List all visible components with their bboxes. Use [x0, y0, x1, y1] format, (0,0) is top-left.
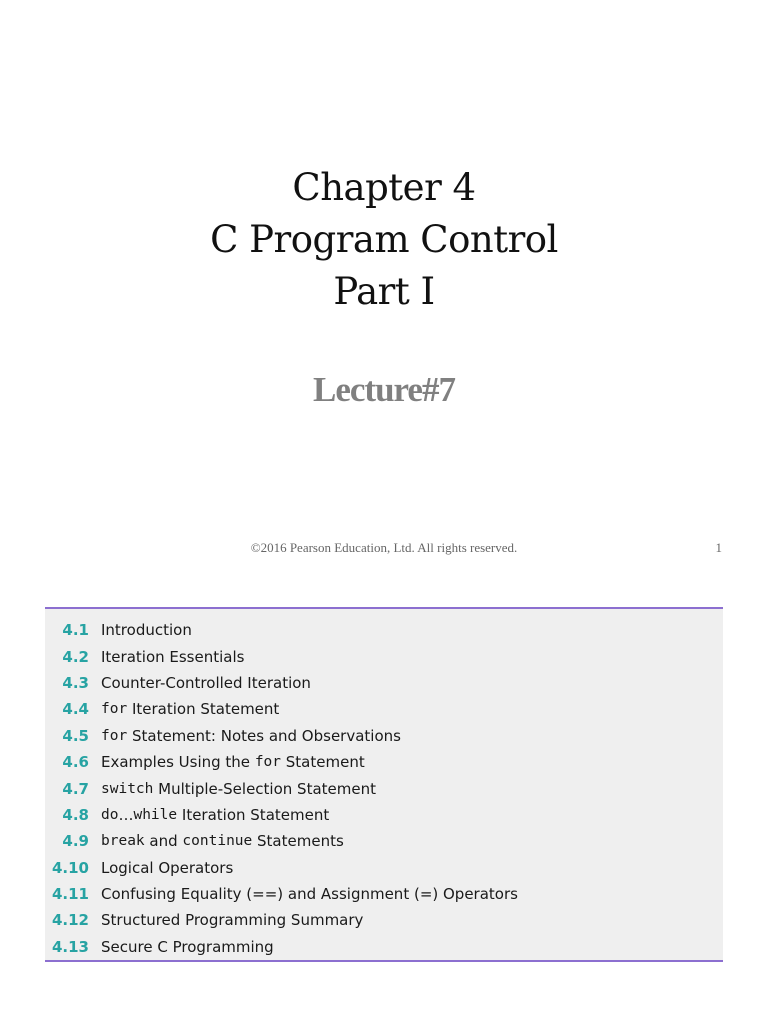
toc-item — [45, 670, 723, 696]
toc-item-text: Statement — [281, 753, 365, 772]
toc-item-code-keyword: for — [101, 727, 128, 744]
toc-item-number: 4.11 — [51, 885, 89, 904]
slide-title — [0, 162, 768, 318]
toc-item — [45, 775, 723, 801]
toc-item-number: 4.10 — [51, 858, 89, 877]
toc-item-number: 4.7 — [62, 779, 89, 798]
toc-item-text: … — [118, 805, 134, 824]
page-number: 1 — [715, 540, 722, 555]
toc-item-text: Structured Programming Summary — [101, 911, 364, 930]
toc-item-text: Introduction — [101, 621, 192, 640]
toc-item-number: 4.12 — [51, 911, 89, 930]
table-of-contents — [45, 607, 723, 962]
toc-item-code-keyword: for — [254, 754, 282, 771]
title-line-3: Part I — [333, 270, 435, 313]
toc-item-text: Iteration Statement — [127, 700, 280, 719]
toc-item-code-keyword: break — [101, 833, 145, 850]
toc-item-number: 4.13 — [51, 937, 89, 956]
toc-item-number: 4.2 — [62, 647, 89, 666]
toc-item-code-keyword: continue — [182, 833, 253, 850]
toc-item-text: Multiple-Selection Statement — [153, 779, 376, 798]
toc-item-number: 4.8 — [62, 805, 89, 824]
toc-item — [45, 749, 723, 775]
toc-item — [45, 907, 723, 933]
toc-item — [45, 617, 723, 643]
toc-item-code-keyword: for — [101, 701, 128, 718]
toc-item-text: Statements — [252, 832, 344, 851]
toc-item-number: 4.9 — [62, 832, 89, 851]
copyright-notice: ©2016 Pearson Education, Ltd. All rights reserved. — [250, 540, 518, 555]
toc-item — [45, 802, 723, 828]
toc-item-number: 4.6 — [62, 753, 89, 772]
toc-item-code-keyword: switch — [101, 780, 154, 797]
toc-item-text: Secure C Programming — [101, 937, 274, 956]
toc-item — [45, 934, 723, 960]
toc-item — [45, 723, 723, 749]
toc-item-number: 4.3 — [62, 673, 89, 692]
toc-item-text: Confusing Equality (==) and Assignment (=) Operators — [101, 885, 518, 904]
toc-item — [45, 855, 723, 881]
toc-item-number: 4.5 — [62, 726, 89, 745]
toc-item-number: 4.4 — [62, 700, 89, 719]
title-line-1: Chapter 4 — [292, 166, 476, 209]
toc-item-text: Examples Using the — [101, 753, 255, 772]
toc-item-text: and — [144, 832, 183, 851]
toc-item — [45, 881, 723, 907]
toc-item-text: Logical Operators — [101, 858, 234, 877]
toc-item-text: Iteration Essentials — [101, 647, 245, 666]
toc-item-number: 4.1 — [62, 621, 89, 640]
toc-item — [45, 696, 723, 722]
lecture-subtitle: Lecture#7 — [313, 370, 455, 409]
title-line-2: C Program Control — [210, 218, 558, 261]
toc-item — [45, 828, 723, 854]
toc-item-code-keyword: do — [101, 806, 119, 823]
toc-list — [45, 609, 723, 960]
toc-item-code-keyword: while — [133, 806, 178, 823]
toc-item — [45, 643, 723, 669]
toc-item-text: Iteration Statement — [177, 805, 330, 824]
toc-item-text: Counter-Controlled Iteration — [101, 673, 311, 692]
toc-item-text: Statement: Notes and Observations — [127, 726, 401, 745]
